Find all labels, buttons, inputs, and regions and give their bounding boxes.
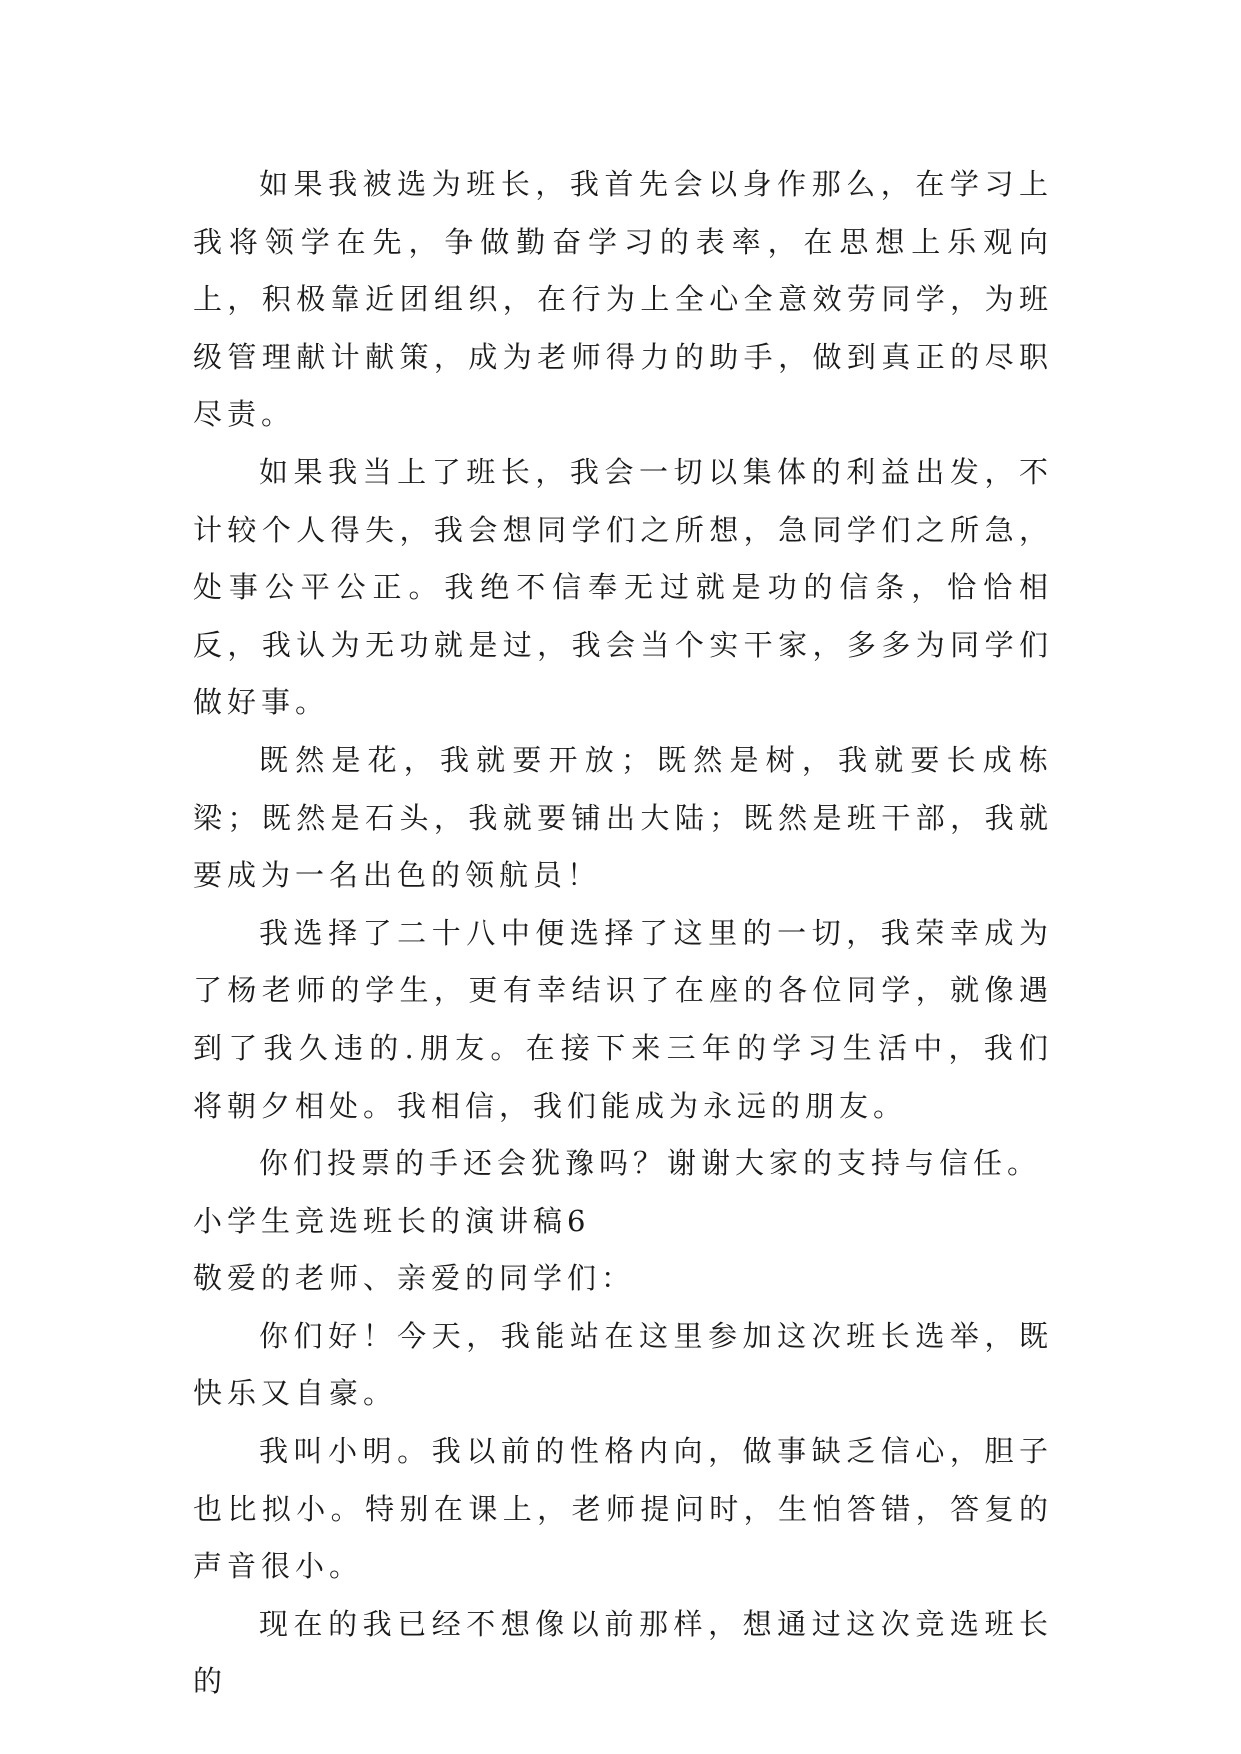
paragraph-self-intro: 我叫小明。我以前的性格内向，做事缺乏信心，胆子也比拟小。特别在课上，老师提问时，生怕答错，答复的声音很小。 bbox=[193, 1434, 1053, 1584]
paragraph-flower-tree: 既然是花，我就要开放；既然是树，我就要长成栋梁；既然是石头，我就要铺出大陆；既然是班干部，我就要成为一名出色的领航员！ bbox=[193, 742, 1053, 893]
section-heading: 小学生竞选班长的演讲稿6 bbox=[193, 1203, 591, 1238]
paragraph-school-friends: 我选择了二十八中便选择了这里的一切，我荣幸成为了杨老师的学生，更有幸结识了在座的各位同学，就像遇到了我久违的.朋友。在接下来三年的学习生活中，我们将朝夕相处。我相信，我们能成为永远的朋友。 bbox=[193, 915, 1053, 1123]
salutation: 敬爱的老师、亲爱的同学们： bbox=[193, 1261, 636, 1296]
document-body bbox=[193, 156, 1053, 1711]
paragraph-vote-appeal: 你们投票的手还会犹豫吗？谢谢大家的支持与信任。 bbox=[259, 1146, 1042, 1181]
paragraph-collective-interest: 如果我当上了班长，我会一切以集体的利益出发，不计较个人得失，我会想同学们之所想，急同学们之所急，处事公平公正。我绝不信奉无过就是功的信条，恰恰相反，我认为无功就是过，我会当个实干家，多多为同学们做好事。 bbox=[193, 454, 1053, 720]
paragraph-promise-study: 如果我被选为班长，我首先会以身作那么，在学习上我将领学在先，争做勤奋学习的表率，在思想上乐观向上，积极靠近团组织，在行为上全心全意效劳同学，为班级管理献计献策，成为老师得力的助手，做到真正的尽职尽责。 bbox=[193, 167, 1053, 432]
paragraph-now-change: 现在的我已经不想像以前那样，想通过这次竞选班长的 bbox=[193, 1606, 1053, 1699]
paragraph-greeting: 你们好！今天，我能站在这里参加这次班长选举，既快乐又自豪。 bbox=[193, 1318, 1053, 1411]
